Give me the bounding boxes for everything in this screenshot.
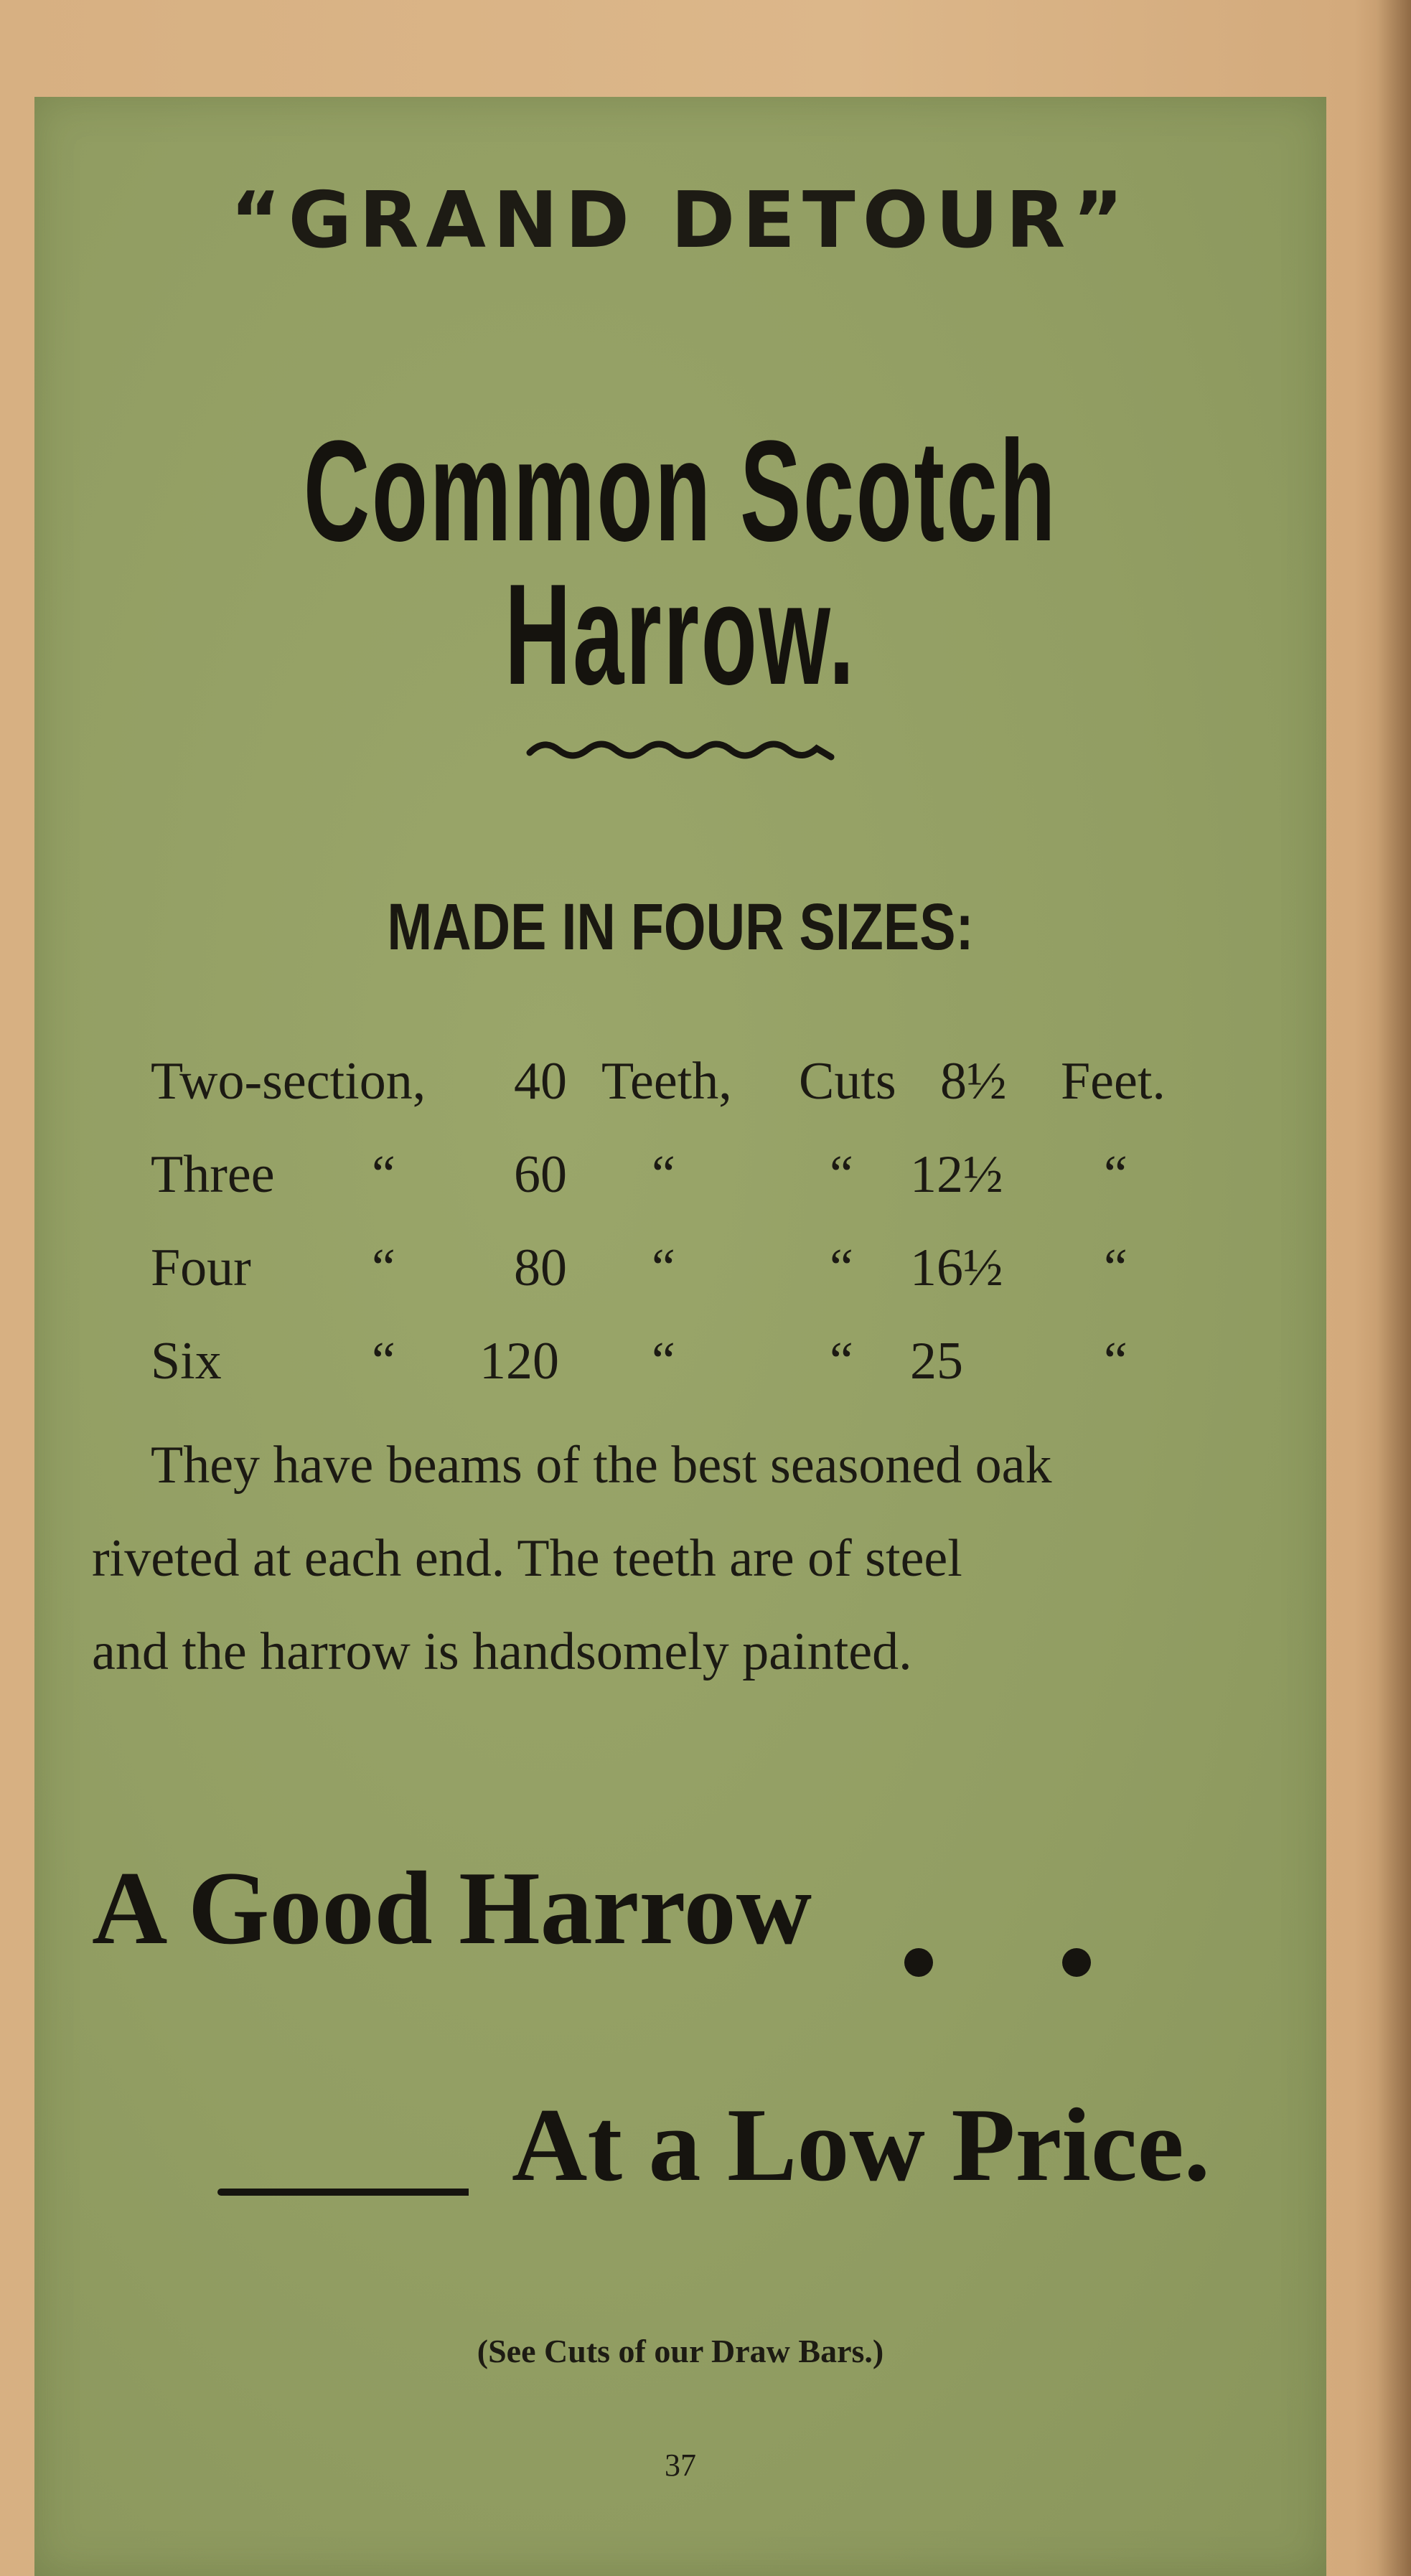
teeth-count: 80 [514,1238,567,1297]
ditto-mark: “ [372,1238,395,1297]
ditto-mark: “ [652,1238,675,1297]
ditto-mark: “ [830,1145,853,1204]
size-row [34,1144,1326,1216]
ditto-mark: “ [830,1238,853,1297]
bullet-dot [904,1948,933,1977]
cut-width: 16½ [910,1238,1003,1297]
footnote: (See Cuts of our Draw Bars.) [477,2333,884,2369]
ditto-mark: “ [1104,1238,1128,1297]
brand-line: “GRAND DETOUR” [230,176,1131,265]
teeth-count: 120 [479,1332,559,1391]
cut-width: 25 [910,1332,963,1391]
ditto-mark: “ [652,1332,675,1391]
description-line: They have beams of the best seasoned oak [151,1436,1052,1495]
ditto-mark: “ [1104,1145,1128,1204]
description-line: and the harrow is handsomely painted. [92,1622,912,1681]
page-edge [1377,0,1411,2576]
ditto-mark: “ [830,1332,853,1391]
slogan-line-2: At a Low Price. [512,2087,1211,2203]
ditto-mark: “ [652,1145,675,1204]
cuts-label: Cuts [799,1052,896,1111]
size-section: Two-section, [151,1052,426,1111]
feet-label: Feet. [1061,1052,1166,1111]
size-row [34,1051,1326,1123]
cut-width: 8½ [940,1052,1007,1111]
teeth-count: 60 [514,1145,567,1204]
size-row [34,1331,1326,1403]
teeth-label: Teeth, [601,1052,732,1111]
description-line: riveted at each end. The teeth are of steel [92,1529,962,1588]
ditto-mark: “ [372,1145,395,1204]
bullet-dot [1062,1948,1091,1977]
size-section: Six [151,1332,222,1391]
lead-rule [217,2189,469,2196]
page-title: Common Scotch Harrow. [303,411,1058,715]
page-number: 37 [665,2448,696,2483]
printed-panel [34,97,1326,2576]
ditto-mark: “ [372,1332,395,1391]
wavy-ornament [522,728,838,771]
size-section: Four [151,1238,251,1297]
size-row [34,1238,1326,1310]
cut-width: 12½ [910,1145,1003,1204]
teeth-count: 40 [514,1052,567,1111]
sizes-heading: MADE IN FOUR SIZES: [387,890,974,964]
slogan-line-1: A Good Harrow [92,1850,812,1966]
ditto-mark: “ [1104,1332,1128,1391]
size-section: Three [151,1145,275,1204]
